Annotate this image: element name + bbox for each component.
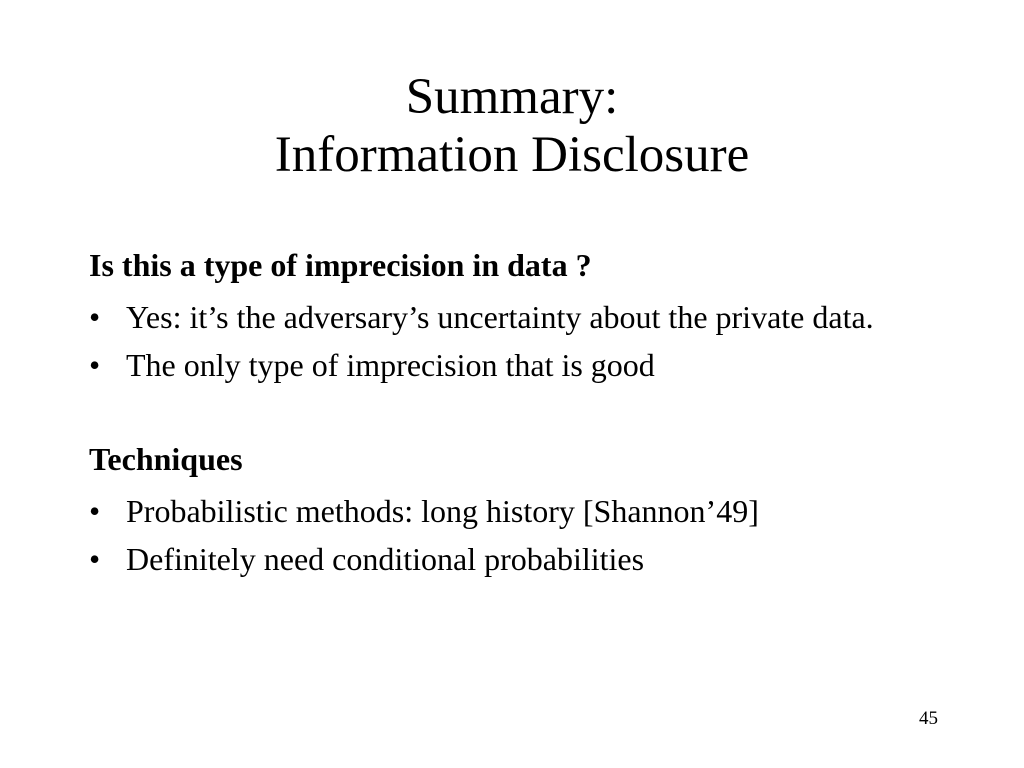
section-heading-techniques: Techniques (89, 441, 243, 477)
bullet-text: Probabilistic methods: long history [Shannon’49] (126, 493, 759, 529)
bullet-marker: • (89, 493, 101, 529)
page-number: 45 (919, 708, 938, 729)
bullet-marker: • (89, 299, 101, 335)
bullet-item (89, 346, 949, 384)
slide-title-line2: Information Disclosure (274, 127, 750, 183)
bullet-item (89, 540, 949, 578)
bullet-item (89, 298, 949, 336)
bullet-text: Yes: it’s the adversary’s uncertainty about the private data. (126, 299, 874, 335)
bullet-marker: • (89, 541, 101, 577)
bullet-marker: • (89, 347, 101, 383)
bullet-text: The only type of imprecision that is good (126, 347, 655, 383)
slide-title (0, 68, 1024, 184)
slide-title-line1: Summary: (405, 69, 619, 125)
bullet-text: Definitely need conditional probabilities (126, 541, 645, 577)
section-spacer (89, 384, 949, 440)
section-heading-imprecision: Is this a type of imprecision in data ? (89, 247, 592, 283)
slide-body (89, 246, 949, 578)
bullet-item (89, 492, 949, 530)
